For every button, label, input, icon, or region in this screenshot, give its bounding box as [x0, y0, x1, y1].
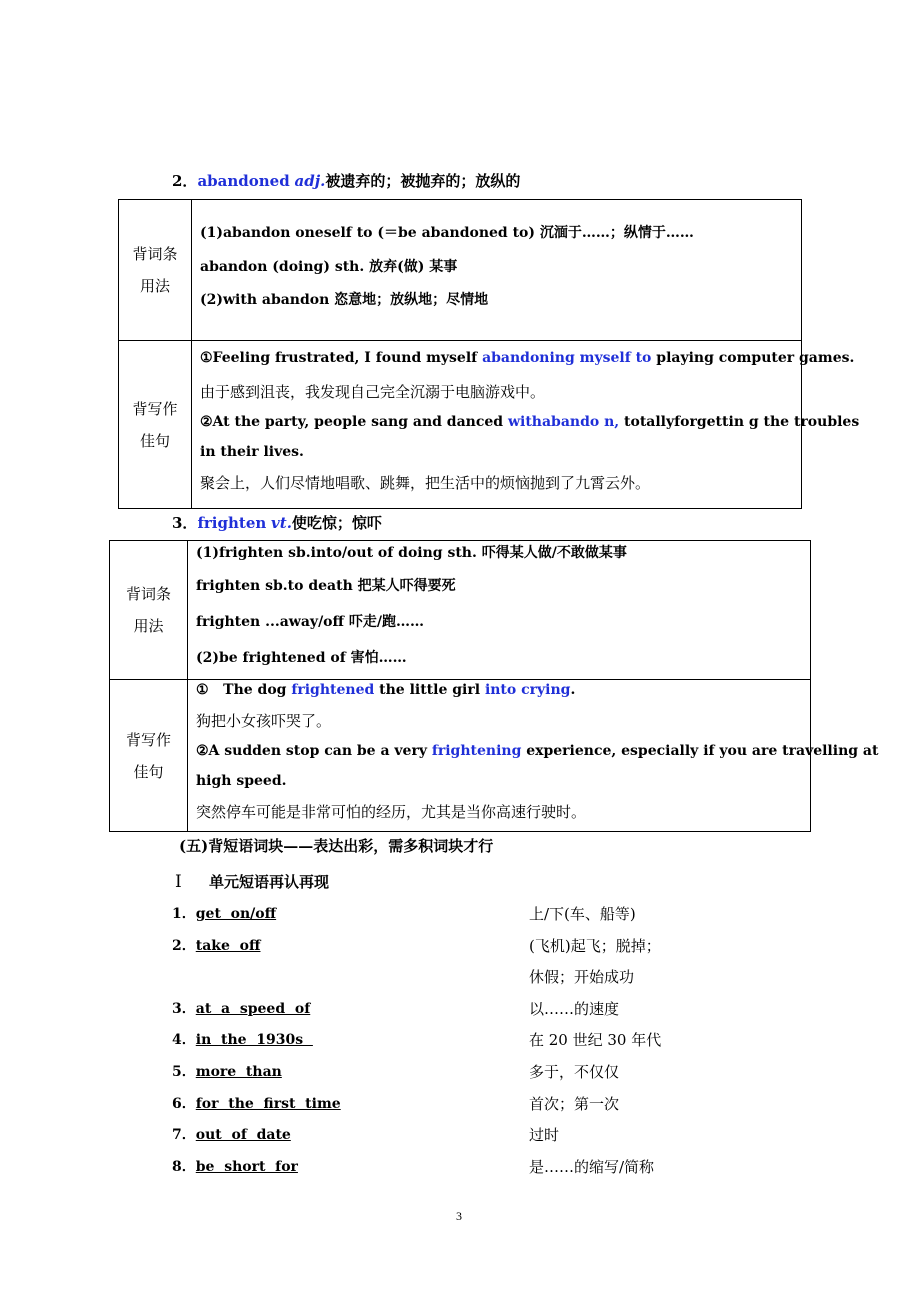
- subsection-title: 单元短语再认再现: [209, 873, 330, 891]
- phrase: take off: [195, 938, 261, 954]
- highlight-phrase: into crying: [484, 682, 571, 698]
- phrase-meaning: 上/下(车、船等): [529, 905, 636, 923]
- entry-2-number: 2．: [172, 172, 198, 190]
- subsection-number: Ⅰ: [175, 872, 182, 892]
- entry-2-example-label-cell: [119, 341, 192, 509]
- list-item: 5．more than: [172, 1064, 282, 1080]
- list-item: 4．in the 1930s: [172, 1032, 313, 1048]
- entry-2-meaning: 被遗弃的；被抛弃的；放纵的: [325, 172, 521, 190]
- phrase-meaning: 以……的速度: [529, 1000, 620, 1018]
- usage-line: (1)frighten sb.into/out of doing sth. 吓得某人做/不敢做某事: [196, 545, 627, 561]
- phrase: be short for: [195, 1159, 298, 1175]
- example-sentence: ① The dog frightened the little girl into crying.: [196, 682, 576, 698]
- entry-3-example-cell: [188, 680, 879, 832]
- entry-2-usage-label: 背词条 用法: [132, 245, 178, 295]
- entry-3-meaning: 使吃惊；惊吓: [291, 514, 382, 532]
- example-translation: 由于感到沮丧，我发现自己完全沉溺于电脑游戏中。: [200, 383, 546, 401]
- usage-line: (2)with abandon 恣意地；放纵地；尽情地: [200, 292, 489, 308]
- entry-2-usage-cell: [192, 200, 802, 341]
- highlight-phrase: frightening: [431, 743, 522, 759]
- list-item: 6．for the first time: [172, 1096, 341, 1112]
- usage-line: (1)abandon oneself to (＝be abandoned to) 沉湎于……；纵情于……: [200, 225, 694, 241]
- phrase-meaning: 过时: [529, 1126, 560, 1144]
- example-translation: 狗把小女孩吓哭了。: [196, 712, 332, 730]
- phrase-meaning: 在 20 世纪 30 年代: [529, 1031, 662, 1049]
- usage-line: abandon (doing) sth. 放弃(做) 某事: [200, 259, 458, 275]
- usage-line: (2)be frightened of 害怕……: [196, 650, 407, 666]
- example-sentence-continued: in their lives.: [200, 444, 304, 460]
- list-item: 2．take off: [172, 938, 261, 954]
- phrase-meaning: 是……的缩写/简称: [529, 1158, 655, 1176]
- entry-3-example-label-cell: [110, 680, 188, 832]
- phrase: in the 1930s: [195, 1032, 313, 1048]
- list-item: 3．at a speed of: [172, 1001, 311, 1017]
- entry-2-pos: adj.: [294, 172, 326, 190]
- entry-3-usage-label-cell: [110, 541, 188, 680]
- entry-2-example-cell: [192, 341, 860, 509]
- phrase-meaning-continued: 休假；开始成功: [529, 968, 635, 986]
- entry-3-word: frighten: [197, 514, 267, 532]
- highlight-phrase: abandoning myself to: [482, 350, 652, 366]
- list-item: 8．be short for: [172, 1159, 298, 1175]
- phrase: at a speed of: [195, 1001, 311, 1017]
- subsection-heading: [175, 871, 329, 892]
- entry-3-pos: vt.: [271, 514, 292, 532]
- entry-2-table: [118, 199, 860, 509]
- entry-2-heading: [172, 170, 520, 191]
- usage-line: frighten ...away/off 吓走/跑……: [196, 614, 424, 630]
- page-number: 3: [456, 1209, 462, 1223]
- example-sentence: ②At the party, people sang and danced withabando n, totallyforgettin g the troubles: [200, 414, 860, 430]
- entry-3-table: [109, 540, 879, 832]
- phrase-meaning: 首次；第一次: [529, 1095, 620, 1113]
- entry-3-usage-label: 背词条 用法: [125, 585, 171, 635]
- section-title: (五)背短语词块——表达出彩，需多积词块才行: [179, 837, 494, 855]
- entry-3-heading: [172, 512, 382, 533]
- phrase: for the first time: [195, 1096, 341, 1112]
- example-translation: 突然停车可能是非常可怕的经历，尤其是当你高速行驶时。: [196, 803, 587, 821]
- entry-3-example-label: 背写作 佳句: [125, 730, 171, 781]
- example-sentence: ②A sudden stop can be a very frightening experience, especially if you are travelling at: [196, 743, 879, 759]
- entry-2-word: abandoned: [197, 172, 290, 190]
- list-item: 1．get on/off: [172, 906, 277, 922]
- phrase: get on/off: [195, 906, 277, 922]
- highlight-phrase: withabando n,: [507, 414, 620, 430]
- example-translation: 聚会上，人们尽情地唱歌、跳舞，把生活中的烦恼抛到了九霄云外。: [200, 474, 651, 492]
- example-sentence-continued: high speed.: [196, 773, 287, 789]
- entry-2-example-label: 背写作 佳句: [132, 399, 178, 450]
- phrase-meaning: (飞机)起飞；脱掉；: [529, 937, 661, 955]
- highlight-phrase: frightened: [291, 682, 375, 698]
- entry-3-number: 3．: [172, 514, 198, 532]
- phrase: out of date: [195, 1127, 291, 1143]
- entry-2-usage-label-cell: [119, 200, 192, 341]
- example-sentence: ①Feeling frustrated, I found myself abandoning myself to playing computer games.: [200, 350, 855, 366]
- entry-3-usage-cell: [188, 541, 811, 680]
- phrase-meaning: 多于，不仅仅: [529, 1063, 620, 1081]
- list-item: 7．out of date: [172, 1127, 291, 1143]
- phrase: more than: [195, 1064, 282, 1080]
- usage-line: frighten sb.to death 把某人吓得要死: [196, 578, 456, 594]
